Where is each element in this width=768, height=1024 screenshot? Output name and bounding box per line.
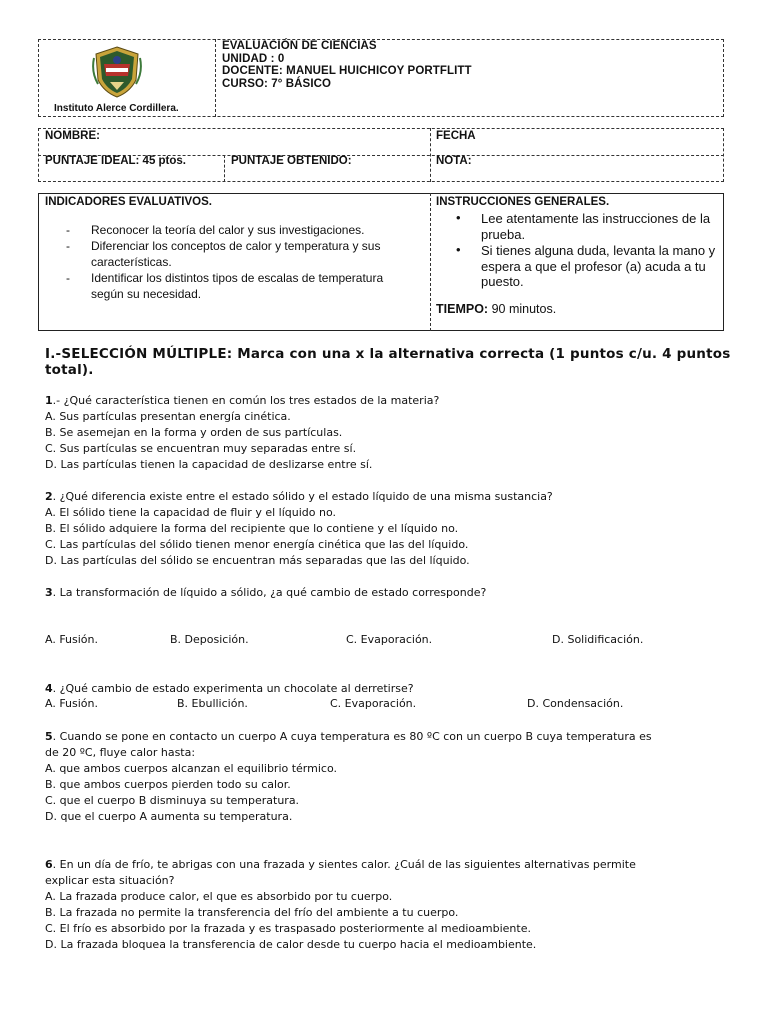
option-b[interactable]: B. La frazada no permite la transferencia del frío del ambiente a tu cuerpo.	[45, 906, 459, 919]
option-d[interactable]: D. Condensación.	[527, 697, 624, 710]
question-4: 4. ¿Qué cambio de estado experimenta un chocolate al derretirse?	[45, 682, 414, 695]
option-a[interactable]: A. Sus partículas presentan energía cinética.	[45, 410, 291, 423]
institution-name: Instituto Alerce Cordillera.	[54, 103, 179, 114]
option-c[interactable]: C. Las partículas del sólido tienen menor energía cinética que las del líquido.	[45, 538, 469, 551]
option-d[interactable]: D. La frazada bloquea la transferencia de calor desde tu cuerpo hacia el medioambiente.	[45, 938, 537, 951]
indicators-title: INDICADORES EVALUATIVOS.	[45, 196, 212, 208]
unit-line: UNIDAD : 0	[222, 52, 285, 65]
puntaje-ideal-field: PUNTAJE IDEAL: 45 ptos.	[45, 155, 186, 167]
instructions-list	[456, 211, 718, 291]
header-info	[222, 40, 472, 90]
nombre-field[interactable]: NOMBRE:	[45, 130, 100, 142]
question-1: 1.- ¿Qué característica tienen en común los tres estados de la materia? A. Sus partículas presentan energía cinética. B. Se asemejan en la forma y orden de sus partículas. C. Sus partículas se encuentran muy separadas entre sí. D. Las partículas tienen la capacidad de deslizarse entre sí.	[45, 393, 735, 473]
option-a[interactable]: A. Fusión.	[45, 697, 99, 710]
option-a[interactable]: A. La frazada produce calor, el que es absorbido por tu cuerpo.	[45, 890, 393, 903]
header-divider	[215, 39, 216, 117]
exam-title: EVALUACIÓN DE CIENCIAS	[222, 40, 377, 52]
indicators-list	[66, 222, 416, 302]
option-a[interactable]: A. Fusión.	[45, 633, 99, 646]
course-line: CURSO: 7° BÁSICO	[222, 77, 332, 90]
option-d[interactable]: D. Solidificación.	[552, 633, 644, 646]
instructions-title: INSTRUCCIONES GENERALES.	[436, 196, 610, 208]
question-2: 2. ¿Qué diferencia existe entre el estado sólido y el estado líquido de una misma sustancia? A. El sólido tiene la capacidad de fluir y el líquido no. B. El sólido adquiere la forma del recipiente que lo contiene y el líquido no. C. Las partículas del sólido tienen menor energía cinética que las del líquido. D. Las partículas del sólido se encuentran más separadas que las del líquido.	[45, 489, 735, 569]
option-d[interactable]: D. Las partículas del sólido se encuentran más separadas que las del líquido.	[45, 554, 470, 567]
option-d[interactable]: D. Las partículas tienen la capacidad de deslizarse entre sí.	[45, 458, 373, 471]
option-c[interactable]: C. Evaporación.	[330, 697, 417, 710]
option-c[interactable]: C. Evaporación.	[346, 633, 433, 646]
option-b[interactable]: B. Deposición.	[170, 633, 249, 646]
question-3: 3. La transformación de líquido a sólido, ¿a qué cambio de estado corresponde?	[45, 586, 487, 599]
fields-col-divider-2	[224, 155, 225, 182]
time-limit: TIEMPO: 90 minutos.	[436, 302, 557, 316]
question-5: 5. Cuando se pone en contacto un cuerpo A cuya temperatura es 80 ºC con un cuerpo B cuya temperatura es de 20 ºC, fluye calor hasta: A. que ambos cuerpos alcanzan el equilibrio térmico. B. que ambos cuerpos pierden todo su calor. C. que el cuerpo B disminuya su temperatura. D. que el cuerpo A aumenta su temperatura.	[45, 729, 735, 825]
teacher-line: DOCENTE: MANUEL HUICHICOY PORTFLITT	[222, 65, 472, 77]
school-crest-icon	[90, 44, 144, 100]
fields-col-divider	[430, 128, 431, 182]
option-c[interactable]: C. Sus partículas se encuentran muy separadas entre sí.	[45, 442, 357, 455]
option-b[interactable]: B. Se asemejan en la forma y orden de sus partículas.	[45, 426, 343, 439]
option-d[interactable]: D. que el cuerpo A aumenta su temperatura.	[45, 810, 293, 823]
option-b[interactable]: B. El sólido adquiere la forma del recipiente que lo contiene y el líquido no.	[45, 522, 459, 535]
list-item: - Diferenciar los conceptos de calor y temperatura y sus características.	[66, 239, 381, 269]
list-item: - Reconocer la teoría del calor y sus investigaciones.	[66, 223, 365, 237]
option-b[interactable]: B. Ebullición.	[177, 697, 248, 710]
list-item: - Identificar los distintos tipos de escalas de temperatura según su necesidad.	[66, 271, 384, 301]
option-a[interactable]: A. que ambos cuerpos alcanzan el equilibrio térmico.	[45, 762, 337, 775]
indicators-divider	[430, 193, 431, 331]
option-b[interactable]: B. que ambos cuerpos pierden todo su calor.	[45, 778, 291, 791]
option-c[interactable]: C. que el cuerpo B disminuya su temperatura.	[45, 794, 300, 807]
fecha-field[interactable]: FECHA	[436, 130, 476, 142]
question-6: 6. En un día de frío, te abrigas con una frazada y sientes calor. ¿Cuál de las siguientes alternativas permite explicar esta situación? A. La frazada produce calor, el que es absorbido por tu cuerpo. B. La frazada no permite la transferencia del frío del ambiente a tu cuerpo. C. El frío es absorbido por la frazada y es traspasado posteriormente al medioambiente. D. La frazada bloquea la transferencia de calor desde tu cuerpo hacia el medioambiente.	[45, 857, 735, 953]
nota-field[interactable]: NOTA:	[436, 155, 472, 167]
option-c[interactable]: C. El frío es absorbido por la frazada y es traspasado posteriormente al medioambiente.	[45, 922, 531, 935]
list-item: • Lee atentamente las instrucciones de la prueba.	[456, 210, 711, 242]
puntaje-obtenido-field[interactable]: PUNTAJE OBTENIDO:	[231, 155, 352, 167]
list-item: • Si tienes alguna duda, levanta la mano y espera a que el profesor (a) acuda a tu puesto.	[456, 242, 716, 289]
section-title: I.-SELECCIÓN MÚLTIPLE: Marca con una x la alternativa correcta (1 puntos c/u. 4 puntos total).	[45, 346, 731, 378]
option-a[interactable]: A. El sólido tiene la capacidad de fluir y el líquido no.	[45, 506, 336, 519]
